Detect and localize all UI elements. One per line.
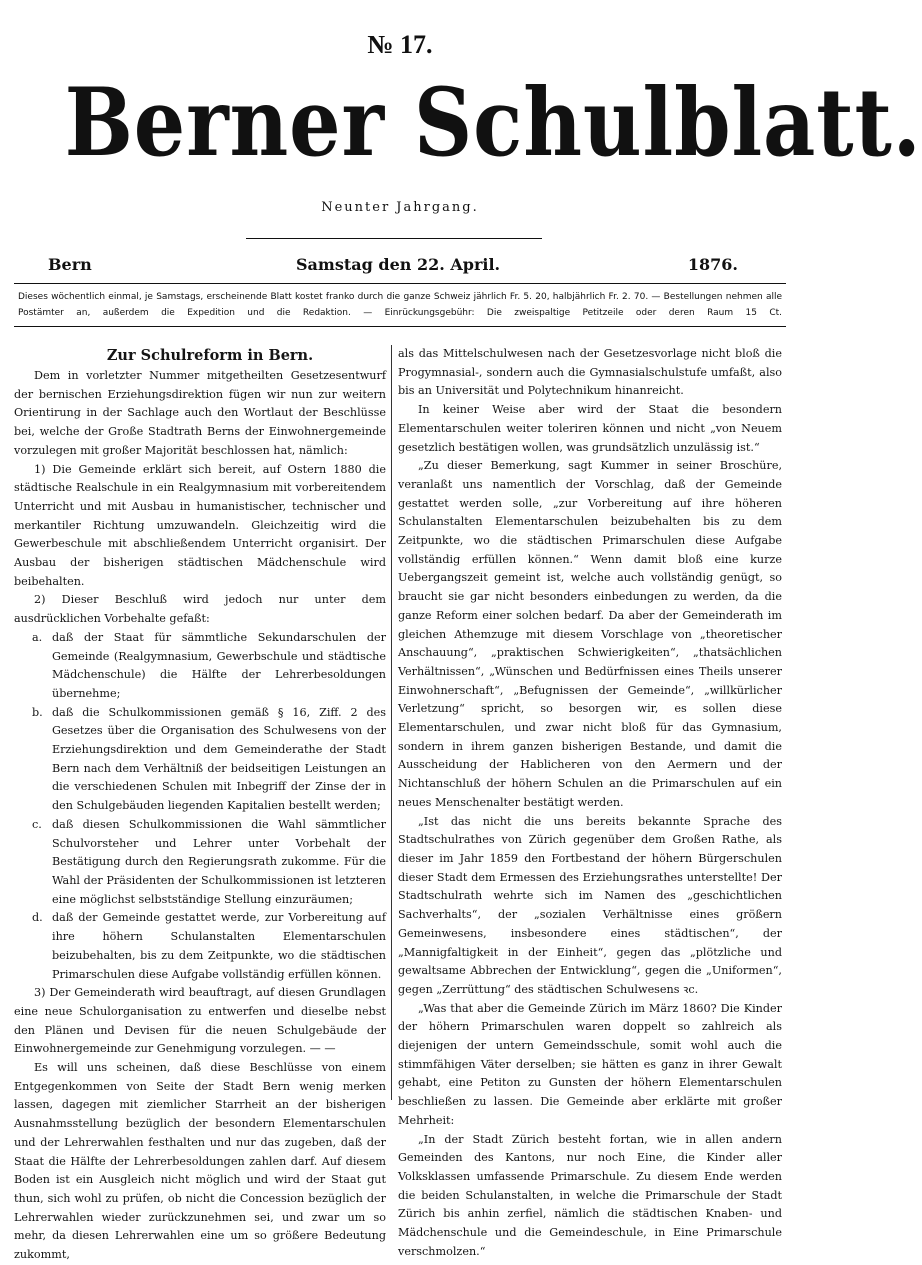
paragraph: In keiner Weise aber wird der Staat die besondern Elementarschulen weiter toleriren können und nicht „von Neuem gesetzlich bestätigen wollen, was grundsätzlich unzulässig ist.“ — [398, 403, 782, 454]
list-item — [14, 629, 386, 704]
dateline-place: Bern — [48, 255, 92, 274]
column-divider — [391, 345, 392, 1100]
list-text: daß die Schulkommissionen gemäß § 16, Ziff. 2 des Gesetzes über die Organisation des Schulwesens von der Erziehungsdirektion und dem Gemeinderathe der Stadt Bern nach dem Verhältniß der beidseitigen Leistungen an die verschiedenen Schulen mit Inbegriff der Zinse der in den Schulgebäuden liegenden Kapitalien bestellt werden; — [52, 705, 386, 813]
resolution-point-3: 3) Der Gemeinderath wird beauftragt, auf diesen Grundlagen eine neue Schulorganisation zu entwerfen und dieselbe nebst den Plänen und Devisen für die neuen Schulgebäude der Einwohnergemeinde zur Genehmigung vorzulegen. — — — [14, 986, 386, 1056]
column-left — [14, 345, 386, 1265]
dateline — [48, 255, 738, 277]
volume-subtitle: Neunter Jahrgang. — [321, 200, 479, 215]
newspaper-title: Berner Schulblatt. — [64, 68, 922, 178]
list-marker: d. — [32, 911, 43, 925]
quote-paragraph: „Ist das nicht die uns bereits bekannte Sprache des Stadtschulrathes von Zürich gegenüber dem Großen Rathe, als dieser im Jahr 1859 den Fortbestand der höhern Bürgerschulen dieser Stadt dem Ermessen des Erziehungsrathes unterstellte! Der Stadtschulrath wehrte sich im Namen des „geschichtlichen Sachverhalts“, der „sozialen Verhältnisse eines größern Gemeinwesens, insbesondere eines städtischen“, der „Mannigfaltigkeit in der Einheit“, gegen das „plötzliche und gewaltsame Abbrechen der Entwicklung“, gegen die „Uniformen“, gegen „Zerrüttung“ des städtischen Schulwesens ꝛc. — [398, 814, 782, 996]
condition-list — [14, 629, 386, 984]
column-right — [398, 345, 782, 1261]
dateline-year: 1876. — [687, 255, 738, 274]
list-text: daß der Gemeinde gestattet werde, zur Vorbereitung auf ihre höhern Schulanstalten Elementarschulen beizubehalten, bis zu dem Zeitpunkte, wo die städtischen Primarschulen diese Aufgabe vollständig erfüllen können. — [52, 911, 386, 981]
list-marker: c. — [32, 817, 42, 831]
list-item — [14, 816, 386, 910]
continued-paragraph: als das Mittelschulwesen nach der Gesetzesvorlage nicht bloß die Progymnasial-, sondern auch die Gymnasialschulstufe umfaßt, also bis an Universität und Polytechnikum hinanreicht. — [398, 347, 782, 398]
article-title: Zur Schulreform in Bern. — [106, 347, 314, 364]
list-item — [14, 909, 386, 984]
quote-paragraph: „Was that aber die Gemeinde Zürich im März 1860? Die Kinder der höhern Primarschulen waren doppelt so zahlreich als diejenigen der untern Gemeindsschule, somit wohl auch die stimmfähigen Väter derselben; sie hätten es ganz in ihrer Gewalt gehabt, eine Petiton zu Gunsten der höhern Elementarschulen beschließen zu lassen. Die Gemeinde aber erklärte mit großer Mehrheit: — [398, 1001, 782, 1127]
list-marker: a. — [32, 630, 43, 644]
subscription-notice: Dieses wöchentlich einmal, je Samstags, erscheinende Blatt kostet franko durch die ganze Schweiz jährlich Fr. 5. 20, halbjährlich Fr. 2. 70. — Bestellungen nehmen alle Postämter an, außerdem die Expedition und die Redaktion. — Einrückungsgebühr: Die zweispaltige Petitzeile oder deren Raum 15 Ct. — [14, 283, 786, 327]
resolution-point-2: 2) Dieser Beschluß wird jedoch nur unter dem ausdrücklichen Vorbehalte gefaßt: — [14, 593, 386, 626]
issue-number: № 17. — [367, 30, 433, 59]
article-intro: Dem in vorletzter Nummer mitgetheilten Gesetzesentwurf der bernischen Erziehungsdirektion fügen wir nun zur weitern Orientirung in der Sachlage auch den Wortlaut der Beschlüsse bei, welche der Große Stadtrath Berns der Einwohnergemeinde vorzulegen mit großer Majorität beschlossen hat, nämlich: — [14, 369, 386, 457]
title-rule — [246, 238, 542, 239]
list-text: daß der Staat für sämmtliche Sekundarschulen der Gemeinde (Realgymnasium, Gewerbschule und städtische Mädchenschule) die Hälfte der Lehrerbesoldungen übernehme; — [52, 630, 386, 700]
list-item — [14, 704, 386, 816]
list-text: daß diesen Schulkommissionen die Wahl sämmtlicher Schulvorsteher und Lehrer unter Vorbehalt der Bestätigung durch den Regierungsrath zukomme. Für die Wahl der Präsidenten der Schulkommissionen ist letzteren eine möglichst selbstständige Stellung einzuräumen; — [52, 817, 386, 906]
list-marker: b. — [32, 705, 43, 719]
dateline-date: Samstag den 22. April. — [296, 255, 501, 274]
resolution-point-1: 1) Die Gemeinde erklärt sich bereit, auf Ostern 1880 die städtische Realschule in ein Realgymnasium mit vorbereitendem Unterricht und mit Ausbau in humanistischer, technischer und merkantiler Richtung umzuwandeln. Gleichzeitig wird die Gewerbeschule mit abschließendem Unterricht organisirt. Der Ausbau der bisherigen städtischen Mädchenschule wird beibehalten. — [14, 462, 386, 588]
commentary-paragraph: Es will uns scheinen, daß diese Beschlüsse von einem Entgegenkommen von Seite der Stadt Bern wenig merken lassen, dagegen mit ziemlicher Starrheit an der bisherigen Ausnahmsstellung bezüglich der besondern Elementarschulen und der Lehrerwahlen festhalten und nur das zugeben, daß der Staat die Hälfte der Lehrerbesoldungen zahlen darf. Auf diesem Boden ist ein Ausgleich nicht möglich und wird der Staat gut thun, sich wohl zu prüfen, ob nicht die Concession bezüglich der Lehrerwahlen wieder zurückzunehmen sei, und zwar um so mehr, da diesen Lehrerwahlen eine um so größere Bedeutung zukommt, — [14, 1061, 386, 1262]
quote-paragraph: „In der Stadt Zürich besteht fortan, wie in allen andern Gemeinden des Kantons, nur noch Eine, die Kinder aller Volksklassen umfassende Primarschule. Zu diesem Ende werden die beiden Schulanstalten, in welche die Primarschule der Stadt Zürich bis anhin zerfiel, nämlich die städtischen Knaben- und Mädchenschule und die Gemeindeschule, in Eine Primarschule verschmolzen.“ — [398, 1132, 782, 1258]
quote-paragraph: „Zu dieser Bemerkung, sagt Kummer in seiner Broschüre, veranlaßt uns namentlich der Vorschlag, daß der Gemeinde gestattet werden solle, „zur Vorbereitung auf ihre höheren Schulanstalten Elementarschulen beizubehalten bis zu dem Zeitpunkte, wo die städtischen Primarschulen diese Aufgabe vollständig erfüllen können.“ Wenn damit bloß eine kurze Uebergangszeit gemeint ist, welche auch vollständig genügt, so braucht sie gar nicht besonders einbedungen zu werden, da die ganze Reform einer solchen bedarf. Da aber der Gemeinderath im gleichen Athemzuge mit diesem Vorschlage von „theoretischer Anschauung“, „praktischen Schwierigkeiten“, „thatsächlichen Verhältnissen“, „Wünschen und Bedürfnissen eines Theils unserer Einwohnerschaft“, „Befugnissen der Gemeinde“, „willkürlicher Verletzung“ spricht, so besorgen wir, es sollen diese Elementarschulen, und zwar nicht bloß für das Gymnasium, sondern in ihrem ganzen bisherigen Bestande, und damit die Ausscheidung der Hablicheren von den Aermern und der Nichtanschluß der höhern Schulen an die Primarschulen auf ein neues Menschenalter bestätigt werden. — [398, 459, 782, 809]
